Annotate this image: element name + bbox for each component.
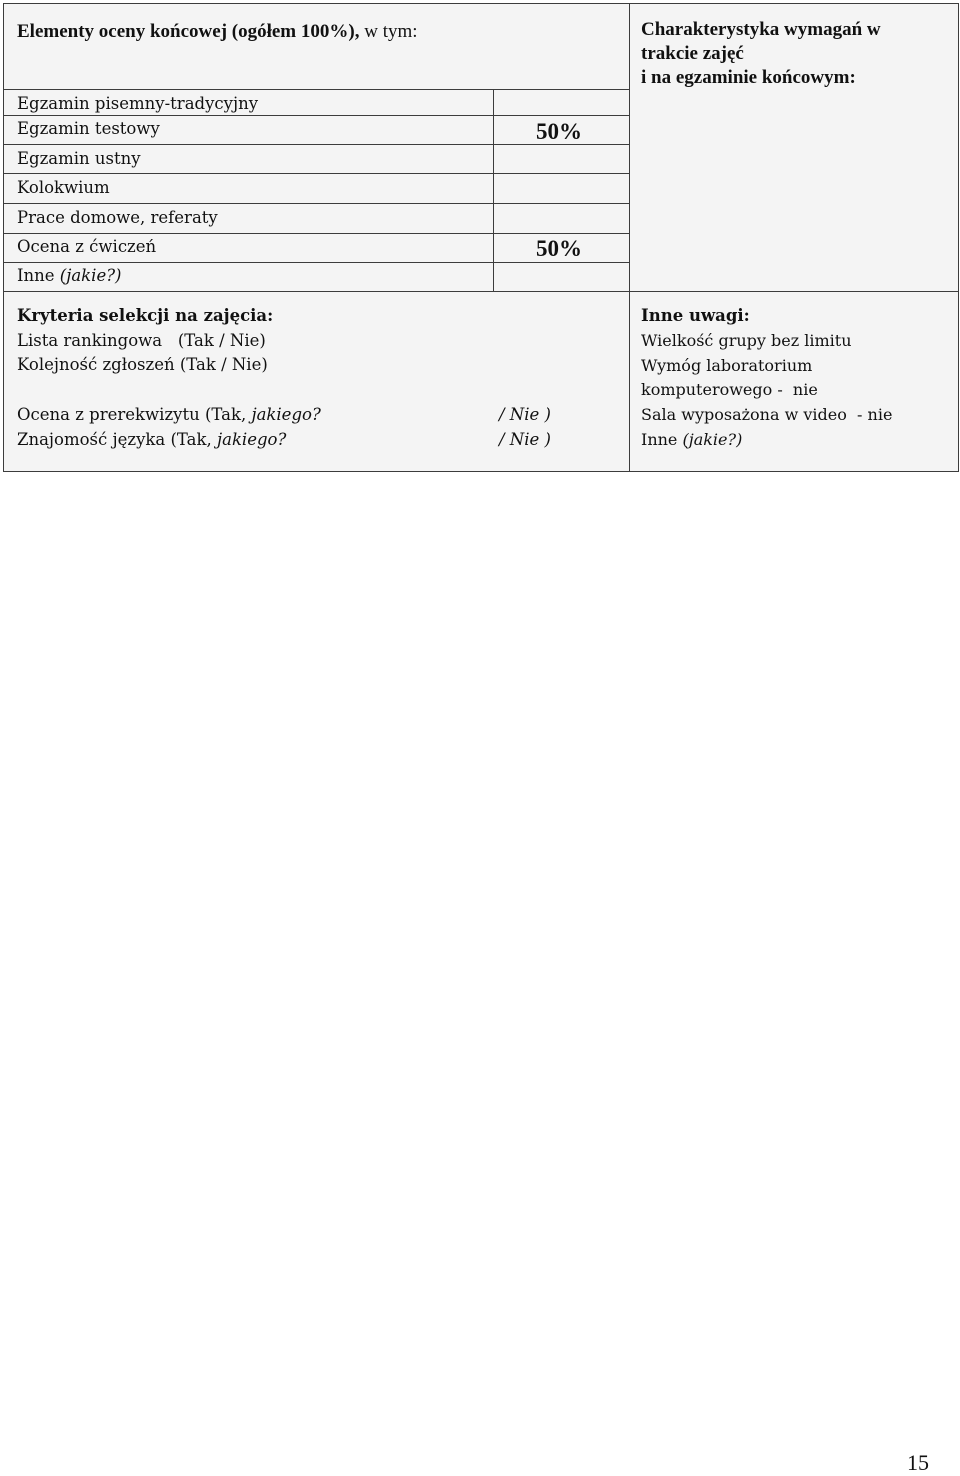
requirements-title-line-1: Charakterystyka wymagań w — [641, 19, 881, 40]
assessment-header-cell — [3, 3, 630, 90]
assessment-row-label: Egzamin ustny — [17, 149, 141, 168]
assessment-title-bold: Elementy oceny końcowej (ogółem 100%), — [17, 21, 360, 42]
assessment-value-cell — [493, 89, 630, 116]
selection-title: Kryteria selekcji na zajęcia: — [17, 306, 274, 325]
remarks-item: Sala wyposażona w video - nie — [641, 405, 893, 424]
row-divider — [3, 144, 494, 145]
selection-ranking: Lista rankingowa (Tak / Nie) — [17, 331, 266, 350]
remarks-item: Wielkość grupy bez limitu — [641, 331, 852, 350]
assessment-row-label: Egzamin pisemny-tradycyjny — [17, 94, 259, 113]
remarks-other — [641, 430, 742, 450]
assessment-other-label: Inne — [17, 266, 60, 285]
assessment-value-cell — [493, 173, 630, 204]
selection-language-prefix: Znajomość języka (Tak, — [17, 430, 217, 449]
assessment-other-italic: (jakie?) — [59, 266, 122, 285]
row-divider — [3, 115, 494, 116]
assessment-row-label — [17, 266, 122, 286]
remarks-other-italic: (jakie?) — [682, 430, 743, 449]
assessment-value: 50% — [536, 119, 582, 144]
selection-criteria-cell — [3, 291, 630, 472]
assessment-title — [17, 21, 418, 43]
requirements-title-line-2: trakcie zajęć — [641, 43, 744, 64]
assessment-value-cell — [493, 144, 630, 174]
selection-prereq-prefix: Ocena z prerekwizytu (Tak, — [17, 405, 252, 424]
assessment-value: 50% — [536, 236, 582, 261]
assessment-row-label: Egzamin testowy — [17, 119, 160, 138]
row-divider — [3, 262, 494, 263]
remarks-title: Inne uwagi: — [641, 306, 750, 325]
assessment-row-label: Kolokwium — [17, 178, 110, 197]
selection-language-italic: jakiego? — [216, 430, 287, 449]
remarks-other-prefix: Inne — [641, 430, 683, 449]
assessment-title-suffix: w tym: — [359, 21, 418, 42]
row-divider — [3, 173, 494, 174]
assessment-value-cell — [493, 115, 630, 145]
remarks-item: komputerowego - nie — [641, 380, 818, 399]
selection-order: Kolejność zgłoszeń (Tak / Nie) — [17, 355, 268, 374]
requirements-cell — [629, 3, 959, 292]
assessment-row-label: Ocena z ćwiczeń — [17, 237, 157, 256]
selection-language-tail: / Nie ) — [499, 430, 551, 449]
remarks-item: Wymóg laboratorium — [641, 356, 813, 375]
assessment-value-cell — [493, 203, 630, 234]
selection-language — [17, 430, 286, 450]
row-divider — [3, 233, 494, 234]
assessment-row-label: Prace domowe, referaty — [17, 208, 218, 227]
course-assessment-table — [3, 3, 959, 472]
requirements-title-line-3: i na egzaminie końcowym: — [641, 67, 856, 88]
assessment-value-cell — [493, 233, 630, 263]
assessment-value-cell — [493, 262, 630, 292]
selection-prereq — [17, 405, 321, 425]
selection-prereq-italic: jakiego? — [251, 405, 321, 424]
row-divider — [3, 203, 494, 204]
selection-prereq-tail: / Nie ) — [499, 405, 551, 424]
remarks-cell — [629, 291, 959, 472]
page-number: 15 — [907, 1450, 929, 1475]
